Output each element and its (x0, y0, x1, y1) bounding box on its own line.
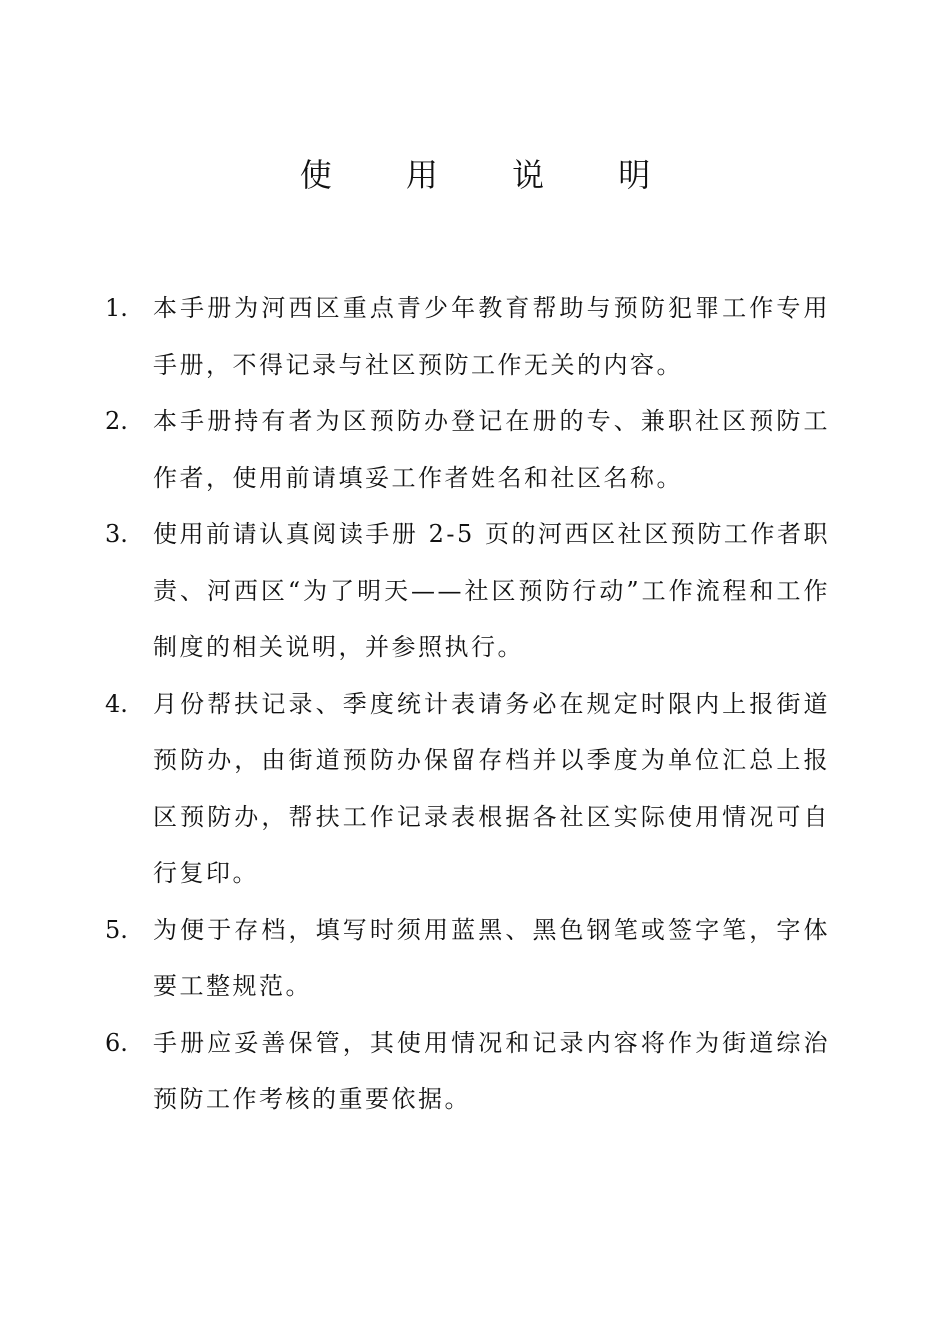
item-number: 5. (105, 915, 128, 944)
item-text: 本手册持有者为区预防办登记在册的专、兼职社区预防工作者，使用前请填妥工作者姓名和社区名称。 (153, 407, 830, 492)
list-item (100, 506, 830, 676)
list-item (100, 902, 830, 1015)
item-number: 3. (105, 520, 128, 548)
item-text: 本手册为河西区重点青少年教育帮助与预防犯罪工作专用手册，不得记录与社区预防工作无关的内容。 (153, 294, 830, 379)
item-text: 为便于存档，填写时须用蓝黑、黑色钢笔或签字笔，字体要工整规范。 (153, 915, 830, 1000)
item-number: 6. (105, 1028, 128, 1057)
item-text: 使用前请认真阅读手册 2-5 页的河西区社区预防工作者职责、河西区“为了明天——社区预防行动”工作流程和工作制度的相关说明，并参照执行。 (153, 520, 830, 661)
page-title: 使 用 说 明 (299, 156, 683, 194)
list-item (100, 676, 830, 902)
item-number: 2. (105, 407, 128, 435)
list-item (100, 280, 830, 393)
instruction-list (100, 280, 830, 1128)
list-item (100, 1015, 830, 1128)
item-number: 4. (105, 689, 128, 718)
list-item (100, 393, 830, 506)
item-text: 手册应妥善保管，其使用情况和记录内容将作为街道综治预防工作考核的重要依据。 (153, 1028, 830, 1113)
item-text: 月份帮扶记录、季度统计表请务必在规定时限内上报街道预防办，由街道预防办保留存档并以季度为单位汇总上报区预防办，帮扶工作记录表根据各社区实际使用情况可自行复印。 (153, 689, 830, 887)
item-number: 1. (105, 294, 128, 322)
